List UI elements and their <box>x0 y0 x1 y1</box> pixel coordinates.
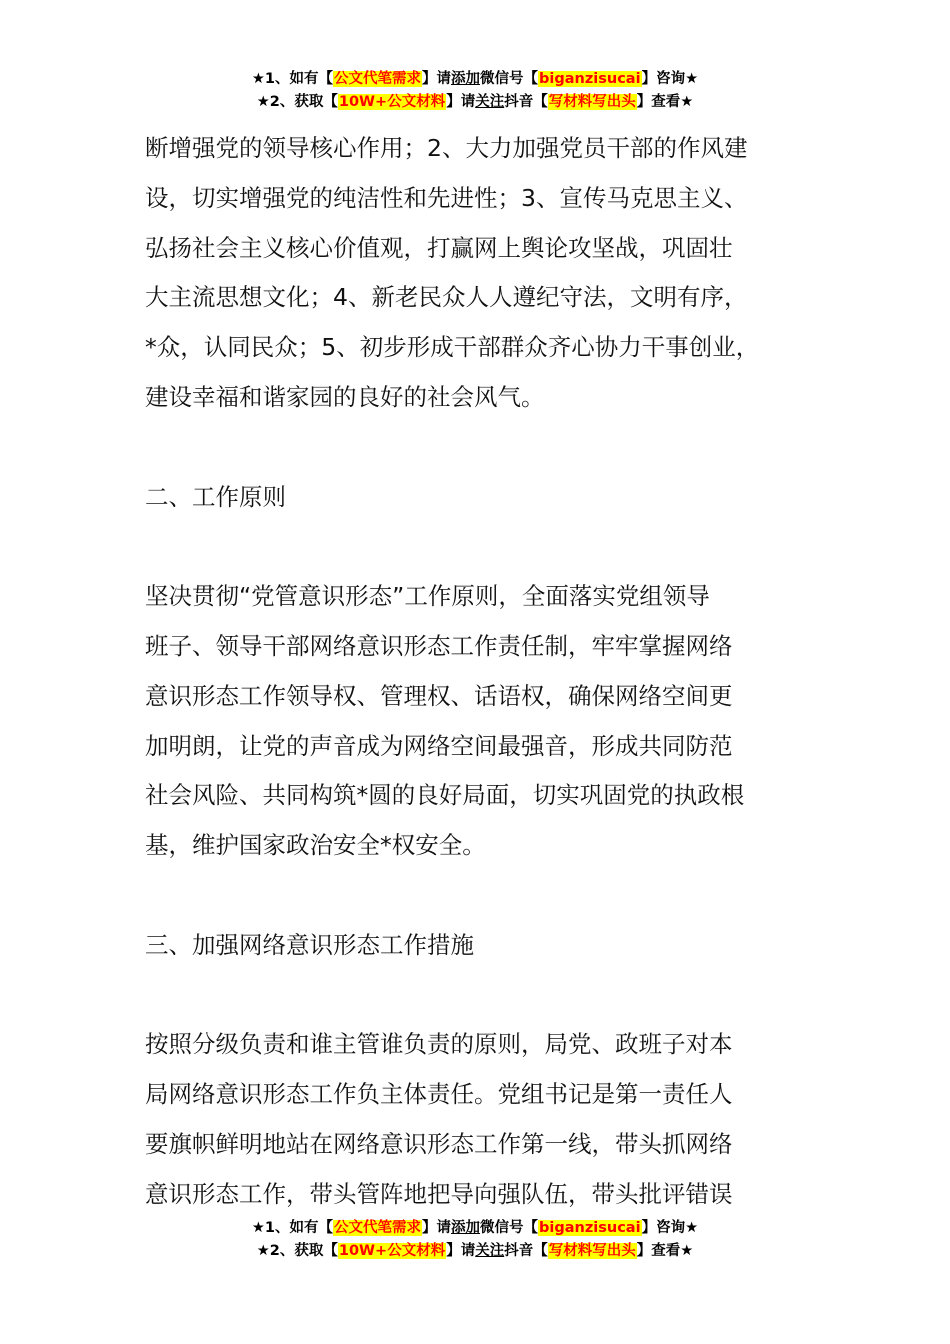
paragraph-goals <box>145 124 835 423</box>
text-line: 社会风险、共同构筑*圆的良好局面，切实巩固党的执政根 <box>145 781 745 810</box>
promo-line-1 <box>0 68 950 91</box>
text-line: 意识形态工作领导权、管理权、话语权，确保网络空间更 <box>145 681 733 710</box>
paragraph-gap <box>145 423 835 473</box>
promo-text: ★2、获取【 <box>256 94 338 110</box>
promo-wechat-id: biganzisucai <box>539 1220 641 1236</box>
promo-text: ★2、获取【 <box>256 1243 338 1259</box>
promo-text: 】请 <box>422 1220 452 1236</box>
paragraph-principles <box>145 572 835 871</box>
promo-highlight: 10W+公文材料 <box>338 1243 446 1259</box>
text-line: 设，切实增强党的纯洁性和先进性；3、宣传马克思主义、 <box>145 183 748 212</box>
promo-text: 】查看★ <box>636 94 694 110</box>
text-line: 基，维护国家政治安全*权安全。 <box>145 831 486 860</box>
promo-text: 】请 <box>446 94 476 110</box>
text-line: 加明朗，让党的声音成为网络空间最强音，形成共同防范 <box>145 731 733 760</box>
promo-douyin-id: 写材料写出头 <box>548 1243 636 1259</box>
promo-highlight: 公文代笔需求 <box>334 71 422 87</box>
promo-text: 】咨询★ <box>641 71 699 87</box>
promo-emphasis: 关注 <box>475 1243 505 1259</box>
paragraph-measures <box>145 1020 835 1219</box>
promo-text: 】查看★ <box>636 1243 694 1259</box>
promo-line-2 <box>0 1240 950 1263</box>
promo-text: 抖音【 <box>504 1243 548 1259</box>
document-body <box>145 124 835 1220</box>
text-line: 断增强党的领导核心作用；2、大力加强党员干部的作风建 <box>145 134 748 162</box>
section-heading-measures: 三、加强网络意识形态工作措施 <box>145 930 474 959</box>
promo-text: 】请 <box>446 1243 476 1259</box>
promo-highlight: 10W+公文材料 <box>338 94 446 110</box>
text-line: 弘扬社会主义核心价值观，打赢网上舆论攻坚战，巩固壮 <box>145 233 733 262</box>
text-line: 要旗帜鲜明地站在网络意识形态工作第一线，带头抓网络 <box>145 1129 733 1158</box>
promo-line-1 <box>0 1217 950 1240</box>
promo-text: 微信号【 <box>480 1220 539 1236</box>
paragraph-gap <box>145 522 835 572</box>
text-line: 意识形态工作，带头管阵地把导向强队伍，带头批评错误 <box>145 1179 733 1208</box>
section-heading-principles: 二、工作原则 <box>145 482 286 511</box>
promo-emphasis: 添加 <box>451 1220 481 1236</box>
promo-highlight: 公文代笔需求 <box>334 1220 422 1236</box>
text-line: *众，认同民众；5、初步形成干部群众齐心协力干事创业， <box>145 333 760 362</box>
text-line: 坚决贯彻“党管意识形态”工作原则，全面落实党组领导 <box>145 582 710 611</box>
paragraph-gap <box>145 871 835 921</box>
promo-text: 】咨询★ <box>641 1220 699 1236</box>
promo-text: 抖音【 <box>504 94 548 110</box>
promo-banner-top <box>0 68 950 114</box>
text-line: 按照分级负责和谁主管谁负责的原则，局党、政班子对本 <box>145 1030 733 1059</box>
text-line: 局网络意识形态工作负主体责任。党组书记是第一责任人 <box>145 1080 733 1109</box>
text-line: 班子、领导干部网络意识形态工作责任制，牢牢掌握网络 <box>145 631 733 660</box>
text-line: 建设幸福和谐家园的良好的社会风气。 <box>145 382 545 411</box>
promo-wechat-id: biganzisucai <box>539 71 641 87</box>
promo-banner-bottom <box>0 1217 950 1263</box>
promo-douyin-id: 写材料写出头 <box>548 94 636 110</box>
promo-text: ★1、如有【 <box>251 71 334 87</box>
paragraph-gap <box>145 971 835 1021</box>
promo-text: 微信号【 <box>480 71 539 87</box>
promo-emphasis: 添加 <box>451 71 481 87</box>
text-line: 大主流思想文化；4、新老民众人人遵纪守法，文明有序， <box>145 283 748 312</box>
promo-text: ★1、如有【 <box>251 1220 334 1236</box>
promo-text: 】请 <box>422 71 452 87</box>
promo-emphasis: 关注 <box>475 94 505 110</box>
promo-line-2 <box>0 91 950 114</box>
